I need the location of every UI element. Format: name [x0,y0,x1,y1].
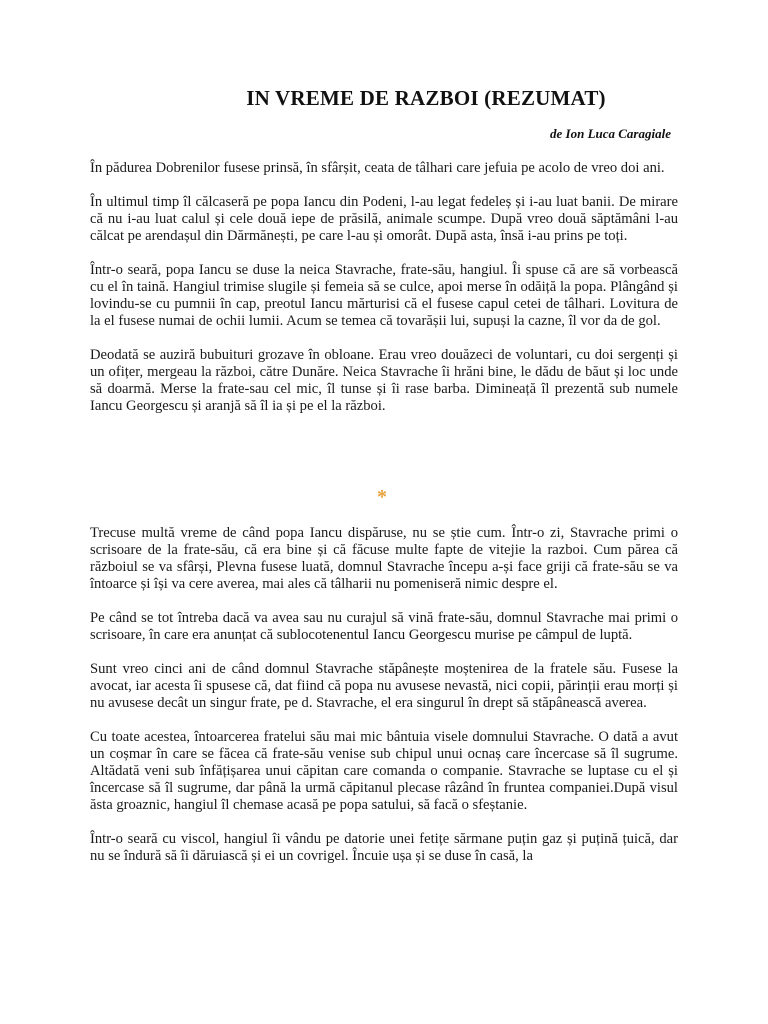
paragraph: Deodată se auziră bubuituri grozave în obloane. Erau vreo douăzeci de voluntari, cu doi sergenți și un ofițer, mergeau la război, către Dunăre. Neica Stavrache îi hrăni bine, le dădu de băut și loc unde să doarmă. Merse la frate-sau cel mic, îl tunse și îi rase barba. Dimineață îl prezentă sub numele Iancu Georgescu și aranjă să îl ia și pe el la război. [90,347,678,414]
paragraph: Sunt vreo cinci ani de când domnul Stavrache stăpânește moștenirea de la fratele său. Fusese la avocat, iar acesta îi spusese că, dat fiind că popa nu avusese nevastă, nici copii, părinții erau morți și nu avusese decât un singur frate, pe d. Stavrache, el era singurul în drept să stăpânească averea. [90,661,678,711]
paragraph: Trecuse multă vreme de când popa Iancu dispăruse, nu se știe cum. Într-o zi, Stavrache primi o scrisoare de la frate-său, că era bine și că făcuse multe fapte de vitejie la razboi. Cum părea că războiul se va sfârși, Plevna fusese luată, domnul Stavrache începu a-și face griji că frate-său se va întoarce și își va cere averea, mai ales că tâlharii nu pomeniseră nimic despre el. [90,525,678,592]
paragraph: Într-o seară, popa Iancu se duse la neica Stavrache, frate-său, hangiul. Îi spuse că are să vorbească cu el în taină. Hangiul trimise slugile și femeia să se culce, apoi merse în odăiță la popa. Plângând și lovindu-se cu pumnii în cap, preotul Iancu mărturisi că el fusese capul cetei de tâlhari. Lovitura de la el fusese numai de ochii lumii. Acum se temea că tovarășii lui, supuși la cazne, îl vor da de gol. [90,262,678,329]
document-title: IN VREME DE RAZBOI (REZUMAT) [246,86,606,110]
paragraph: Cu toate acestea, întoarcerea fratelui său mai mic bântuia visele domnului Stavrache. O dată a avut un coșmar în care se făcea că frate-său venise sub chipul unui ocnaș care încercase să îl sugrume. Altădată veni sub înfățișarea unui căpitan care comanda o companie. Stavrache se luptase cu el și încercase să îl sugrume, dar până la urmă căpitanul plecase râzând în fruntea companiei.După visul ăsta groaznic, hangiul îl chemase acasă pe popa satului, să facă o sfeștanie. [90,729,678,813]
paragraph: Într-o seară cu viscol, hangiul îi vându pe datorie unei fetițe sărmane puțin gaz și puțină țuică, dar nu se îndură să îi dăruiască și ei un covrigel. Încuie ușa și se duse în casă, la [90,831,678,864]
document-body-part-1 [90,160,678,432]
document-author: de Ion Luca Caragiale [550,126,671,141]
document-body-part-2 [90,525,678,882]
paragraph: În ultimul timp îl călcaseră pe popa Iancu din Podeni, l-au legat fedeleș și i-au luat banii. De mirare că nu i-au luat calul și cele două iepe de prăsilă, animale scumpe. După vreo două săptămâni l-au călcat pe arendașul din Dărmănești, pe care l-au și omorât. După asta, însă i-au prins pe toți. [90,194,678,244]
paragraph: În pădurea Dobrenilor fusese prinsă, în sfârșit, ceata de tâlhari care jefuia pe acolo de vreo doi ani. [90,160,665,176]
paragraph: Pe când se tot întreba dacă va avea sau nu curajul să vină frate-său, domnul Stavrache mai primi o scrisoare, în care era anunțat că sublocotenentul Iancu Georgescu murise pe câmpul de luptă. [90,610,678,643]
section-separator-asterisk: * [377,486,387,508]
